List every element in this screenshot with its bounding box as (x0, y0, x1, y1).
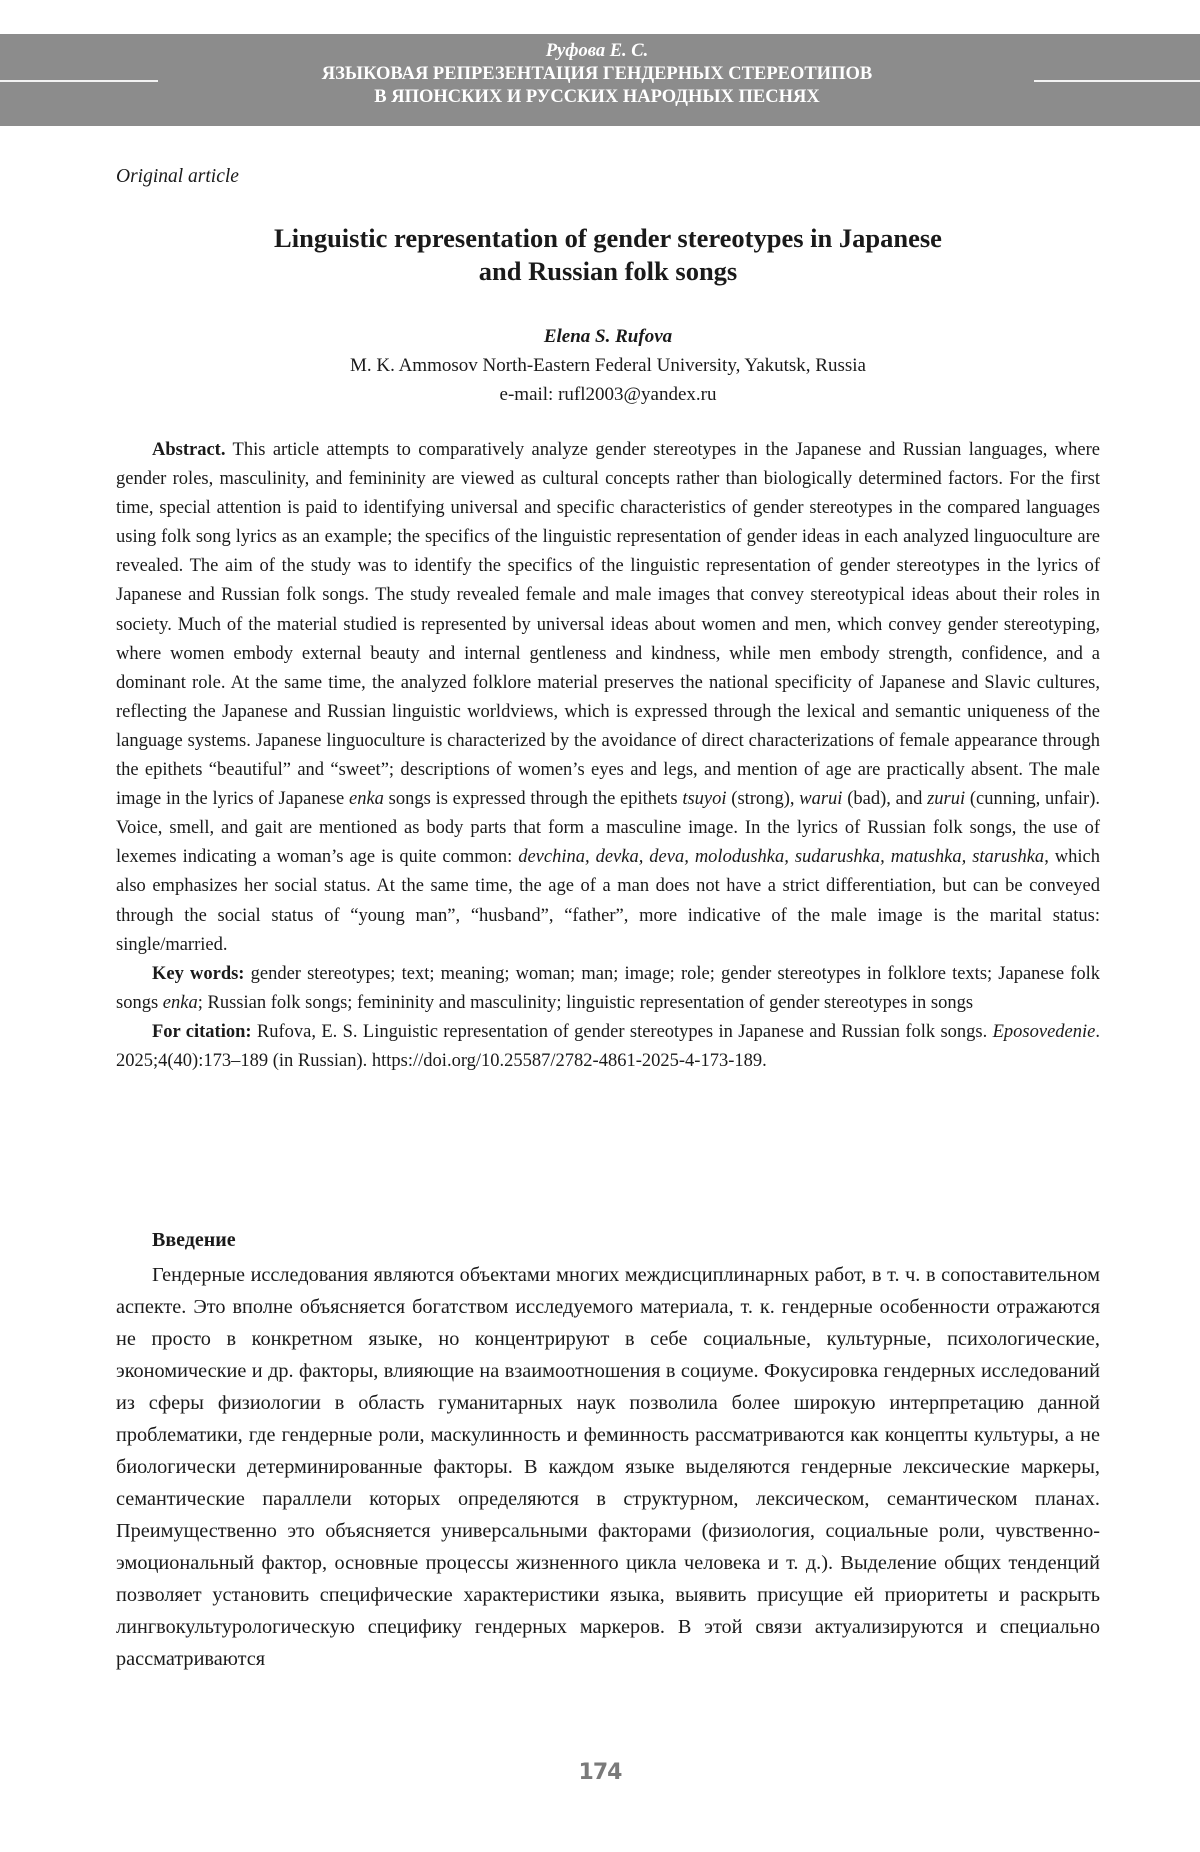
header-rule-right (1034, 80, 1200, 82)
abstract-text-6: , which also emphasizes her social status. At the same time, the age of a man does not have a strict differentiation, but can be conveyed through the social status of “young man”, “husband”, “father”, more indicative of the male image is the marital status: single/married. (116, 847, 1100, 955)
keywords-term-enka: enka (162, 992, 198, 1013)
citation-label: For citation: (152, 1021, 252, 1042)
author-email: e-mail: rufl2003@yandex.ru (499, 384, 717, 405)
abstract-text-1: This article attempts to comparatively analyze gender stereotypes in the Japanese and Russian languages, where gender roles, masculinity, and femininity are viewed as cultural concepts rather than biologically determined factors. For the first time, special attention is paid to identifying universal and specific characteristics of gender stereotypes in the compared languages using folk song lyrics as an example; the specifics of the linguistic representation of gender ideas in each analyzed linguoculture are revealed. The aim of the study was to identify the specifics of the linguistic representation of gender stereotypes in the lyrics of Japanese and Russian folk songs. The study revealed female and male images that convey stereotypical ideas about their roles in society. Much of the material studied is represented by universal ideas about women and men, which convey gender stereotyping, where women embody external beauty and internal gentleness and kindness, while men embody strength, confidence, and a dominant role. At the same time, the analyzed folklore material preserves the national specificity of Japanese and Slavic cultures, reflecting the Japanese and Russian linguistic worldviews, which is expressed through the lexical and semantic uniqueness of the language systems. Japanese linguoculture is characterized by the avoidance of direct characterizations of female appearance through the epithets “beautiful” and “sweet”; descriptions of women’s eyes and legs, and mention of age are practically absent. The male image in the lyrics of Japanese (116, 440, 1100, 810)
author-affiliation: M. K. Ammosov North-Eastern Federal University, Yakutsk, Russia (350, 355, 866, 376)
abstract-term-enka: enka (348, 789, 384, 810)
article-type: Original article (116, 166, 239, 187)
citation-paragraph (116, 1018, 1100, 1076)
abstract-paragraph (116, 436, 1100, 960)
header-title-line-2: В ЯПОНСКИХ И РУССКИХ НАРОДНЫХ ПЕСНЯХ (374, 87, 820, 107)
article-title-line-2: and Russian folk songs (478, 256, 738, 286)
abstract-term-warui: warui (799, 789, 843, 810)
author-name: Elena S. Rufova (543, 326, 673, 347)
abstract-text-4: (bad), and (842, 789, 928, 810)
abstract-text-3: (strong), (726, 789, 800, 810)
keywords-paragraph (116, 960, 1100, 1018)
citation-journal: Eposovedenie (992, 1021, 1096, 1042)
keywords-label: Key words: (152, 963, 245, 984)
abstract-term-zurui: zurui (927, 789, 966, 810)
abstract-age-terms: devchina, devka, deva, molodushka, sudarushka, matushka, starushka (518, 847, 1045, 868)
article-title (116, 222, 1100, 288)
article-title-line-1: Linguistic representation of gender stereotypes in Japanese (274, 223, 942, 253)
citation-text-2: . 2025;4(40):173–189 (in Russian). https://doi.org/10.25587/2782-4861-2025-4-173-189. (116, 1021, 1100, 1071)
page-number: 174 (578, 1760, 622, 1785)
running-header (160, 40, 1034, 109)
citation-text-1: Rufova, E. S. Linguistic representation of gender stereotypes in Japanese and Russian folk songs. (251, 1021, 993, 1042)
introduction-section (116, 1226, 1100, 1675)
header-author: Руфова Е. С. (545, 41, 649, 61)
keywords-text-2: ; Russian folk songs; femininity and masculinity; linguistic representation of gender stereotypes in songs (197, 992, 974, 1013)
keywords-text-1: gender stereotypes; text; meaning; woman; man; image; role; gender stereotypes in folklore texts; Japanese folk songs (116, 963, 1100, 1013)
abstract-text-2: songs is expressed through the epithets (383, 789, 683, 810)
introduction-text: Гендерные исследования являются объектами многих междисциплинарных работ, в т. ч. в сопоставительном аспекте. Это вполне объясняется богатством исследуемого материала, т. к. гендерные особенности отражаются не просто в конкретном языке, но концентрируют в себе социальные, культурные, психологические, экономические и др. факторы, влияющие на взаимоотношения в социуме. Фокусировка гендерных исследований из сферы физиологии в область гуманитарных наук позволила более широкую интерпретацию данной проблематики, где гендерные роли, маскулинность и феминность рассматриваются как концепты культуры, а не биологически детерминированные факторы. В каждом языке выделяются гендерные лексические маркеры, семантические параллели которых определяются в структурном, лексическом, семантическом планах. Преимущественно это объясняется универсальными факторами (физиология, социальные роли, чувственно-эмоциональный фактор, основные процессы жизненного цикла человека и т. д.). Выделение общих тенденций позволяет установить специфические характеристики языка, выявить присущие ей приоритеты и раскрыть лингвокультурологическую специфику гендерных маркеров. В этой связи актуализируются и специально рассматриваются (116, 1264, 1100, 1670)
introduction-heading: Введение (152, 1229, 236, 1251)
header-title-line-1: ЯЗЫКОВАЯ РЕПРЕЗЕНТАЦИЯ ГЕНДЕРНЫХ СТЕРЕОТИПОВ (321, 64, 873, 84)
header-rule-left (0, 80, 158, 82)
abstract-term-tsuyoi: tsuyoi (682, 789, 727, 810)
abstract-label: Abstract. (152, 440, 226, 460)
english-summary (116, 436, 1100, 1076)
abstract-text-5: (cunning, unfair). Voice, smell, and gait are mentioned as body parts that form a masculine image. In the lyrics of Russian folk songs, the use of lexemes indicating a woman’s age is quite common: (116, 789, 1100, 868)
author-block (116, 322, 1100, 409)
